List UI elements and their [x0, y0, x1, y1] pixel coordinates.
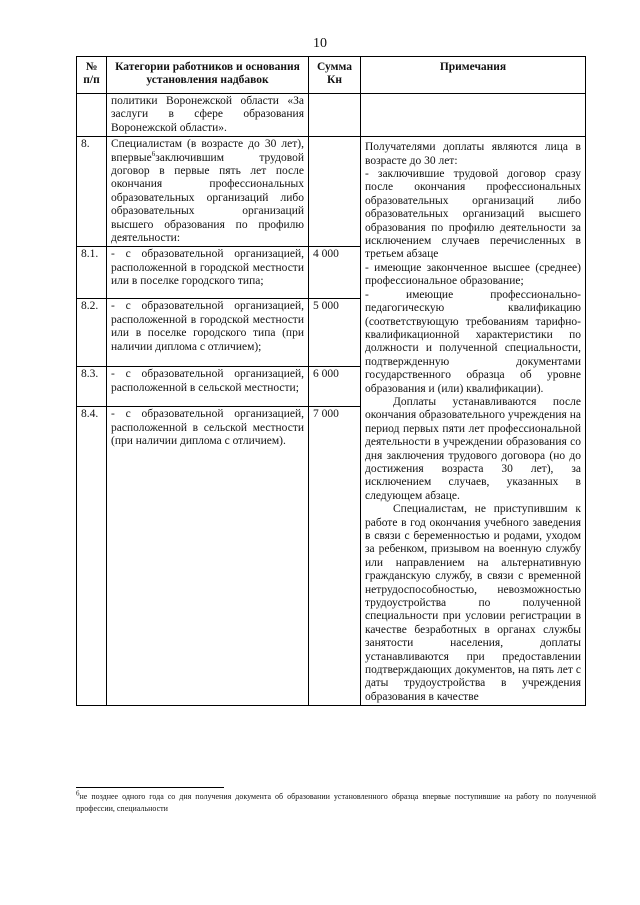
- footnote-ref: 6: [151, 149, 156, 158]
- notes-paragraph: Специалистам, не приступившим к работе в год окончания учебного заведения в связи с беременностью и родами, уходом за ребенком, призывом на военную службу или направлением на альтернативную гражданскую службу, в связи с временной нетрудоспособностью, невозможностью трудоустройства по полученной специальности при условии регистрации в качестве безработных в органах службы занятости населения, доплаты устанавливаются при предоставлении подтверждающих документов, на пять лет с даты трудоустройства в учреждения образования в качестве: [365, 503, 581, 703]
- row-category: - с образовательной организацией, расположенной в сельской местности (при наличии диплома с отличием).: [107, 407, 309, 706]
- notes-paragraph: - имеющие законченное высшее (среднее) профессиональное образование;: [365, 261, 581, 288]
- footnote-divider: [76, 787, 224, 788]
- page-number: 10: [313, 36, 327, 51]
- row-sum: 5 000: [309, 299, 361, 367]
- header-sum: Сумма Кн: [309, 57, 361, 94]
- row-num: 8.3.: [77, 367, 107, 407]
- table-row: [77, 137, 586, 247]
- row-num: 8.4.: [77, 407, 107, 706]
- row-num: 8.1.: [77, 247, 107, 299]
- header-category: Категории работников и основания установления надбавок: [107, 57, 309, 94]
- table-row-continuation: [77, 94, 586, 137]
- notes-paragraph: - заключившие трудовой договор сразу после окончания профессиональных образовательных организаций либо образовательных организаций высшего образования по профилю деятельности за исключением случаев перечисленных в третьем абзаце: [365, 168, 581, 261]
- continuation-text: политики Воронежской области «За заслуги в сфере образования Воронежской области».: [107, 94, 309, 137]
- row-num: 8.2.: [77, 299, 107, 367]
- table-header-row: [77, 57, 586, 94]
- notes-paragraph: - имеющие профессионально-педагогическую квалификацию (соответствующую требованиям тарифно-квалификационной характеристики по должности и полученной специальности, подтвержденную документами государственного образца об уровне образования и (или) квалификации).: [365, 288, 581, 395]
- row-category: - с образовательной организацией, расположенной в сельской местности;: [107, 367, 309, 407]
- row-num: 8.: [77, 137, 107, 247]
- header-notes: Примечания: [361, 57, 586, 94]
- notes-cell: [361, 137, 586, 706]
- footnote-marker: 6: [76, 789, 80, 798]
- row-category: - с образовательной организацией, расположенной в городской местности или в поселке городского типа;: [107, 247, 309, 299]
- row-sum: 7 000: [309, 407, 361, 706]
- footnote: [76, 791, 596, 815]
- row-category: - с образовательной организацией, расположенной в городской местности или в поселке городского типа (при наличии диплома с отличием);: [107, 299, 309, 367]
- allowance-table: [76, 56, 586, 706]
- header-num: № п/п: [77, 57, 107, 94]
- footnote-text: не позднее одного года со дня получения документа об образовании установленного образца впервые поступившие на работу по полученной профессии, специальности: [76, 792, 596, 813]
- row-sum: [309, 137, 361, 247]
- row-sum: 4 000: [309, 247, 361, 299]
- notes-paragraph: Доплаты устанавливаются после окончания образовательного учреждения на период первых пяти лет профессиональной деятельности в учреждении образования со дня заключения трудового договора (но до достижения возраста 30 лет), за исключением случаев, указанных в следующем абзаце.: [365, 395, 581, 502]
- row-category: Специалистам (в возрасте до 30 лет), впервые$^6$заключившим трудовой договор в первые пять лет после окончания профессиональных образовательных организаций либо образовательных организаций высшего образования по профилю деятельности:: [107, 137, 309, 247]
- notes-paragraph: Получателями доплаты являются лица в возрасте до 30 лет:: [365, 141, 581, 167]
- row-sum: 6 000: [309, 367, 361, 407]
